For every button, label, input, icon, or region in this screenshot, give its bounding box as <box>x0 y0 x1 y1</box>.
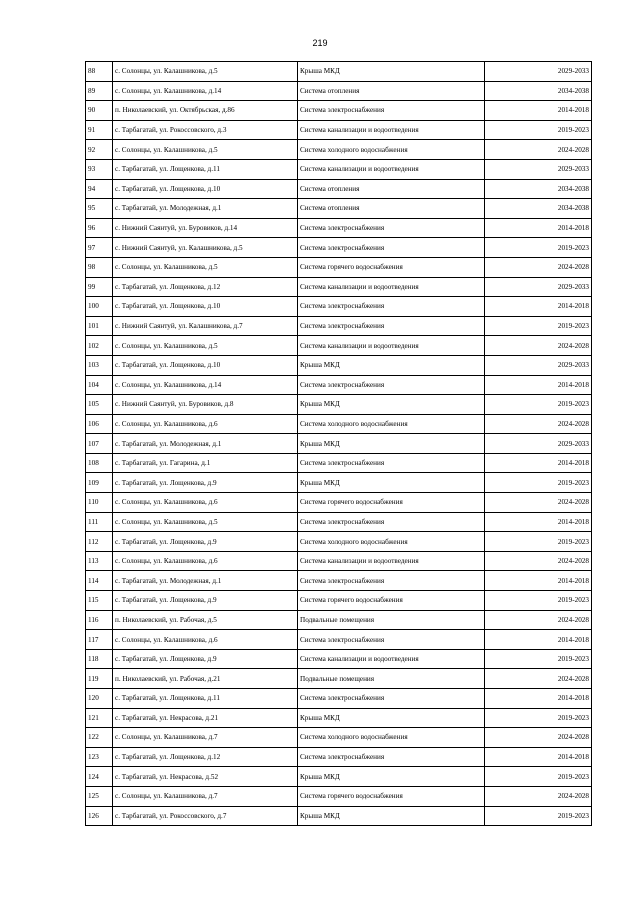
system-cell: Система электроснабжения <box>298 316 485 336</box>
row-number-cell: 91 <box>86 120 113 140</box>
system-cell: Крыша МКД <box>298 708 485 728</box>
row-number-cell: 105 <box>86 395 113 415</box>
period-cell: 2019-2023 <box>485 708 592 728</box>
address-cell: с. Тарбагатай, ул. Молодежная, д.1 <box>113 434 298 454</box>
system-cell: Подвальные помещения <box>298 669 485 689</box>
system-cell: Крыша МКД <box>298 806 485 826</box>
row-number-cell: 116 <box>86 610 113 630</box>
period-cell: 2034-2038 <box>485 199 592 219</box>
address-cell: с. Тарбагатай, ул. Лощенкова, д.10 <box>113 179 298 199</box>
table-row <box>86 747 592 767</box>
address-cell: п. Николаевский, ул. Октябрьская, д.86 <box>113 101 298 121</box>
page-number: 219 <box>312 38 328 48</box>
period-cell: 2024-2028 <box>485 786 592 806</box>
table-row <box>86 199 592 219</box>
table-row <box>86 689 592 709</box>
table-row <box>86 179 592 199</box>
period-cell: 2024-2028 <box>485 336 592 356</box>
period-cell: 2024-2028 <box>485 257 592 277</box>
address-cell: с. Солонцы, ул. Калашникова, д.6 <box>113 493 298 513</box>
table-row <box>86 551 592 571</box>
row-number-cell: 104 <box>86 375 113 395</box>
period-cell: 2019-2023 <box>485 532 592 552</box>
period-cell: 2024-2028 <box>485 140 592 160</box>
address-cell: с. Тарбагатай, ул. Лощенкова, д.12 <box>113 747 298 767</box>
table-row <box>86 62 592 82</box>
address-cell: с. Тарбагатай, ул. Рокоссовского, д.7 <box>113 806 298 826</box>
row-number-cell: 101 <box>86 316 113 336</box>
row-number-cell: 121 <box>86 708 113 728</box>
system-cell: Система электроснабжения <box>298 689 485 709</box>
address-cell: с. Тарбагатай, ул. Гагарина, д.1 <box>113 453 298 473</box>
address-cell: с. Нижний Саянтуй, ул. Калашникова, д.5 <box>113 238 298 258</box>
table-row <box>86 512 592 532</box>
row-number-cell: 125 <box>86 786 113 806</box>
row-number-cell: 108 <box>86 453 113 473</box>
row-number-cell: 110 <box>86 493 113 513</box>
period-cell: 2019-2023 <box>485 316 592 336</box>
table-row <box>86 767 592 787</box>
address-cell: с. Тарбагатай, ул. Молодежная, д.1 <box>113 199 298 219</box>
system-cell: Крыша МКД <box>298 767 485 787</box>
system-cell: Система электроснабжения <box>298 101 485 121</box>
row-number-cell: 94 <box>86 179 113 199</box>
table-row <box>86 316 592 336</box>
period-cell: 2024-2028 <box>485 493 592 513</box>
address-cell: с. Тарбагатай, ул. Лощенкова, д.10 <box>113 297 298 317</box>
table-row <box>86 591 592 611</box>
table-row <box>86 532 592 552</box>
table-row <box>86 493 592 513</box>
period-cell: 2019-2023 <box>485 120 592 140</box>
address-cell: с. Солонцы, ул. Калашникова, д.5 <box>113 257 298 277</box>
system-cell: Система электроснабжения <box>298 375 485 395</box>
address-cell: с. Тарбагатай, ул. Некрасова, д.21 <box>113 708 298 728</box>
row-number-cell: 92 <box>86 140 113 160</box>
table-row <box>86 159 592 179</box>
row-number-cell: 122 <box>86 728 113 748</box>
system-cell: Система холодного водоснабжения <box>298 140 485 160</box>
row-number-cell: 120 <box>86 689 113 709</box>
row-number-cell: 90 <box>86 101 113 121</box>
address-cell: с. Тарбагатай, ул. Лощенкова, д.9 <box>113 473 298 493</box>
table-row <box>86 277 592 297</box>
system-cell: Система электроснабжения <box>298 512 485 532</box>
table-row <box>86 434 592 454</box>
address-cell: с. Тарбагатай, ул. Лощенкова, д.9 <box>113 532 298 552</box>
period-cell: 2019-2023 <box>485 473 592 493</box>
address-cell: п. Николаевский, ул. Рабочая, д.5 <box>113 610 298 630</box>
table-row <box>86 238 592 258</box>
address-cell: с. Солонцы, ул. Калашникова, д.14 <box>113 81 298 101</box>
repair-schedule-table <box>85 61 592 826</box>
address-cell: с. Тарбагатай, ул. Лощенкова, д.12 <box>113 277 298 297</box>
system-cell: Система отопления <box>298 81 485 101</box>
system-cell: Система горячего водоснабжения <box>298 257 485 277</box>
period-cell: 2014-2018 <box>485 218 592 238</box>
address-cell: с. Тарбагатай, ул. Лощенкова, д.11 <box>113 689 298 709</box>
table-row <box>86 786 592 806</box>
address-cell: с. Солонцы, ул. Калашникова, д.5 <box>113 336 298 356</box>
system-cell: Система электроснабжения <box>298 747 485 767</box>
row-number-cell: 111 <box>86 512 113 532</box>
system-cell: Крыша МКД <box>298 62 485 82</box>
row-number-cell: 114 <box>86 571 113 591</box>
table-row <box>86 81 592 101</box>
table-row <box>86 218 592 238</box>
system-cell: Крыша МКД <box>298 355 485 375</box>
period-cell: 2024-2028 <box>485 728 592 748</box>
period-cell: 2014-2018 <box>485 571 592 591</box>
system-cell: Крыша МКД <box>298 395 485 415</box>
address-cell: с. Солонцы, ул. Калашникова, д.6 <box>113 630 298 650</box>
period-cell: 2024-2028 <box>485 414 592 434</box>
row-number-cell: 119 <box>86 669 113 689</box>
period-cell: 2029-2033 <box>485 355 592 375</box>
system-cell: Крыша МКД <box>298 473 485 493</box>
table-row <box>86 728 592 748</box>
row-number-cell: 96 <box>86 218 113 238</box>
address-cell: с. Нижний Саянтуй, ул. Буровиков, д.8 <box>113 395 298 415</box>
system-cell: Система электроснабжения <box>298 630 485 650</box>
system-cell: Система канализации и водоотведения <box>298 277 485 297</box>
table-row <box>86 630 592 650</box>
period-cell: 2014-2018 <box>485 512 592 532</box>
period-cell: 2024-2028 <box>485 551 592 571</box>
period-cell: 2014-2018 <box>485 630 592 650</box>
row-number-cell: 118 <box>86 649 113 669</box>
period-cell: 2014-2018 <box>485 375 592 395</box>
period-cell: 2024-2028 <box>485 610 592 630</box>
system-cell: Система канализации и водоотведения <box>298 336 485 356</box>
address-cell: с. Солонцы, ул. Калашникова, д.5 <box>113 140 298 160</box>
row-number-cell: 107 <box>86 434 113 454</box>
period-cell: 2034-2038 <box>485 81 592 101</box>
row-number-cell: 124 <box>86 767 113 787</box>
table-row <box>86 571 592 591</box>
period-cell: 2014-2018 <box>485 689 592 709</box>
row-number-cell: 93 <box>86 159 113 179</box>
period-cell: 2029-2033 <box>485 434 592 454</box>
table-row <box>86 610 592 630</box>
address-cell: с. Нижний Саянтуй, ул. Буровиков, д.14 <box>113 218 298 238</box>
system-cell: Система канализации и водоотведения <box>298 649 485 669</box>
system-cell: Система электроснабжения <box>298 297 485 317</box>
row-number-cell: 113 <box>86 551 113 571</box>
system-cell: Система электроснабжения <box>298 571 485 591</box>
table-row <box>86 120 592 140</box>
table-row <box>86 395 592 415</box>
row-number-cell: 109 <box>86 473 113 493</box>
address-cell: с. Тарбагатай, ул. Лощенкова, д.9 <box>113 649 298 669</box>
address-cell: с. Солонцы, ул. Калашникова, д.6 <box>113 414 298 434</box>
address-cell: с. Солонцы, ул. Калашникова, д.14 <box>113 375 298 395</box>
row-number-cell: 102 <box>86 336 113 356</box>
table-row <box>86 806 592 826</box>
system-cell: Система электроснабжения <box>298 238 485 258</box>
period-cell: 2019-2023 <box>485 238 592 258</box>
table-row <box>86 336 592 356</box>
system-cell: Система отопления <box>298 179 485 199</box>
address-cell: с. Солонцы, ул. Калашникова, д.7 <box>113 786 298 806</box>
address-cell: с. Тарбагатай, ул. Молодежная, д.1 <box>113 571 298 591</box>
row-number-cell: 88 <box>86 62 113 82</box>
period-cell: 2029-2033 <box>485 277 592 297</box>
address-cell: с. Солонцы, ул. Калашникова, д.7 <box>113 728 298 748</box>
address-cell: с. Тарбагатай, ул. Лощенкова, д.11 <box>113 159 298 179</box>
address-cell: с. Тарбагатай, ул. Некрасова, д.52 <box>113 767 298 787</box>
period-cell: 2029-2033 <box>485 62 592 82</box>
row-number-cell: 98 <box>86 257 113 277</box>
address-cell: с. Тарбагатай, ул. Лощенкова, д.9 <box>113 591 298 611</box>
period-cell: 2014-2018 <box>485 453 592 473</box>
system-cell: Крыша МКД <box>298 434 485 454</box>
address-cell: с. Солонцы, ул. Калашникова, д.6 <box>113 551 298 571</box>
period-cell: 2029-2033 <box>485 159 592 179</box>
system-cell: Система горячего водоснабжения <box>298 786 485 806</box>
row-number-cell: 123 <box>86 747 113 767</box>
table-row <box>86 257 592 277</box>
table-row <box>86 453 592 473</box>
table-row <box>86 140 592 160</box>
period-cell: 2019-2023 <box>485 591 592 611</box>
row-number-cell: 97 <box>86 238 113 258</box>
row-number-cell: 115 <box>86 591 113 611</box>
system-cell: Система электроснабжения <box>298 453 485 473</box>
row-number-cell: 126 <box>86 806 113 826</box>
row-number-cell: 100 <box>86 297 113 317</box>
row-number-cell: 103 <box>86 355 113 375</box>
table-row <box>86 414 592 434</box>
address-cell: п. Николаевский, ул. Рабочая, д.21 <box>113 669 298 689</box>
system-cell: Система холодного водоснабжения <box>298 414 485 434</box>
row-number-cell: 99 <box>86 277 113 297</box>
period-cell: 2014-2018 <box>485 297 592 317</box>
address-cell: с. Тарбагатай, ул. Рокоссовского, д.3 <box>113 120 298 140</box>
system-cell: Система канализации и водоотведения <box>298 551 485 571</box>
period-cell: 2014-2018 <box>485 747 592 767</box>
system-cell: Система электроснабжения <box>298 218 485 238</box>
table-body <box>86 62 592 826</box>
table-row <box>86 355 592 375</box>
table-row <box>86 669 592 689</box>
table-row <box>86 649 592 669</box>
row-number-cell: 117 <box>86 630 113 650</box>
system-cell: Система горячего водоснабжения <box>298 591 485 611</box>
system-cell: Система отопления <box>298 199 485 219</box>
table-row <box>86 297 592 317</box>
period-cell: 2019-2023 <box>485 649 592 669</box>
system-cell: Подвальные помещения <box>298 610 485 630</box>
table-row <box>86 375 592 395</box>
period-cell: 2019-2023 <box>485 806 592 826</box>
address-cell: с. Солонцы, ул. Калашникова, д.5 <box>113 62 298 82</box>
address-cell: с. Солонцы, ул. Калашникова, д.5 <box>113 512 298 532</box>
system-cell: Система канализации и водоотведения <box>298 159 485 179</box>
system-cell: Система канализации и водоотведения <box>298 120 485 140</box>
period-cell: 2034-2038 <box>485 179 592 199</box>
system-cell: Система горячего водоснабжения <box>298 493 485 513</box>
row-number-cell: 112 <box>86 532 113 552</box>
address-cell: с. Тарбагатай, ул. Лощенкова, д.10 <box>113 355 298 375</box>
row-number-cell: 89 <box>86 81 113 101</box>
system-cell: Система холодного водоснабжения <box>298 532 485 552</box>
row-number-cell: 106 <box>86 414 113 434</box>
address-cell: с. Нижний Саянтуй, ул. Калашникова, д.7 <box>113 316 298 336</box>
table-row <box>86 473 592 493</box>
period-cell: 2019-2023 <box>485 395 592 415</box>
row-number-cell: 95 <box>86 199 113 219</box>
table-row <box>86 708 592 728</box>
period-cell: 2019-2023 <box>485 767 592 787</box>
period-cell: 2014-2018 <box>485 101 592 121</box>
period-cell: 2024-2028 <box>485 669 592 689</box>
table-row <box>86 101 592 121</box>
system-cell: Система холодного водоснабжения <box>298 728 485 748</box>
